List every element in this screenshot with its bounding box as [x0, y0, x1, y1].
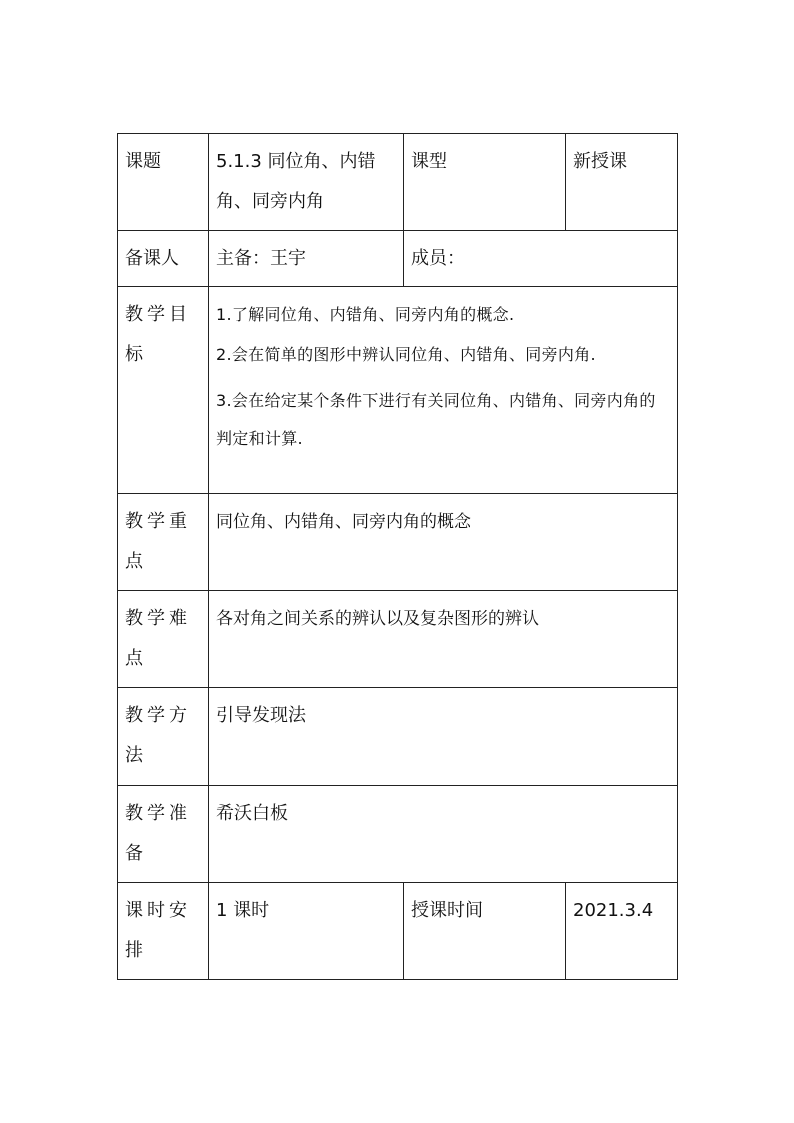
topic-value: 5.1.3 同位角、内错角、同旁内角 — [209, 134, 404, 231]
preparation-label: 教学准备 — [118, 786, 209, 883]
topic-row — [118, 134, 678, 231]
goal-item: 1.了解同位角、内错角、同旁内角的概念. — [216, 305, 515, 324]
difficulties-label: 教学难点 — [118, 591, 209, 688]
method-label: 教学方法 — [118, 688, 209, 786]
teaching-time-label: 授课时间 — [404, 883, 566, 980]
difficulties-row — [118, 591, 678, 688]
key-points-label: 教学重点 — [118, 494, 209, 591]
preparation-row — [118, 786, 678, 883]
preparer-row — [118, 231, 678, 287]
lesson-plan-table — [117, 133, 678, 980]
preparer-label: 备课人 — [118, 231, 209, 287]
topic-label: 课题 — [118, 134, 209, 231]
key-points-row — [118, 494, 678, 591]
schedule-value: 1 课时 — [209, 883, 404, 980]
difficulties-value: 各对角之间关系的辨认以及复杂图形的辨认 — [209, 591, 678, 688]
goals-content — [209, 287, 678, 494]
key-points-value: 同位角、内错角、同旁内角的概念 — [209, 494, 678, 591]
lesson-type-label: 课型 — [404, 134, 566, 231]
goals-label: 教学目标 — [118, 287, 209, 494]
schedule-row — [118, 883, 678, 980]
preparation-value: 希沃白板 — [209, 786, 678, 883]
goal-item: 2.会在简单的图形中辨认同位角、内错角、同旁内角. — [216, 345, 596, 364]
teaching-time-value: 2021.3.4 — [566, 883, 678, 980]
lesson-type-value: 新授课 — [566, 134, 678, 231]
method-row — [118, 688, 678, 786]
method-value: 引导发现法 — [209, 688, 678, 786]
goal-item: 3.会在给定某个条件下进行有关同位角、内错角、同旁内角的判定和计算. — [216, 391, 656, 448]
members-label: 成员： — [404, 231, 678, 287]
preparer-value: 主备：王宇 — [209, 231, 404, 287]
schedule-label: 课时安排 — [118, 883, 209, 980]
goals-row — [118, 287, 678, 494]
